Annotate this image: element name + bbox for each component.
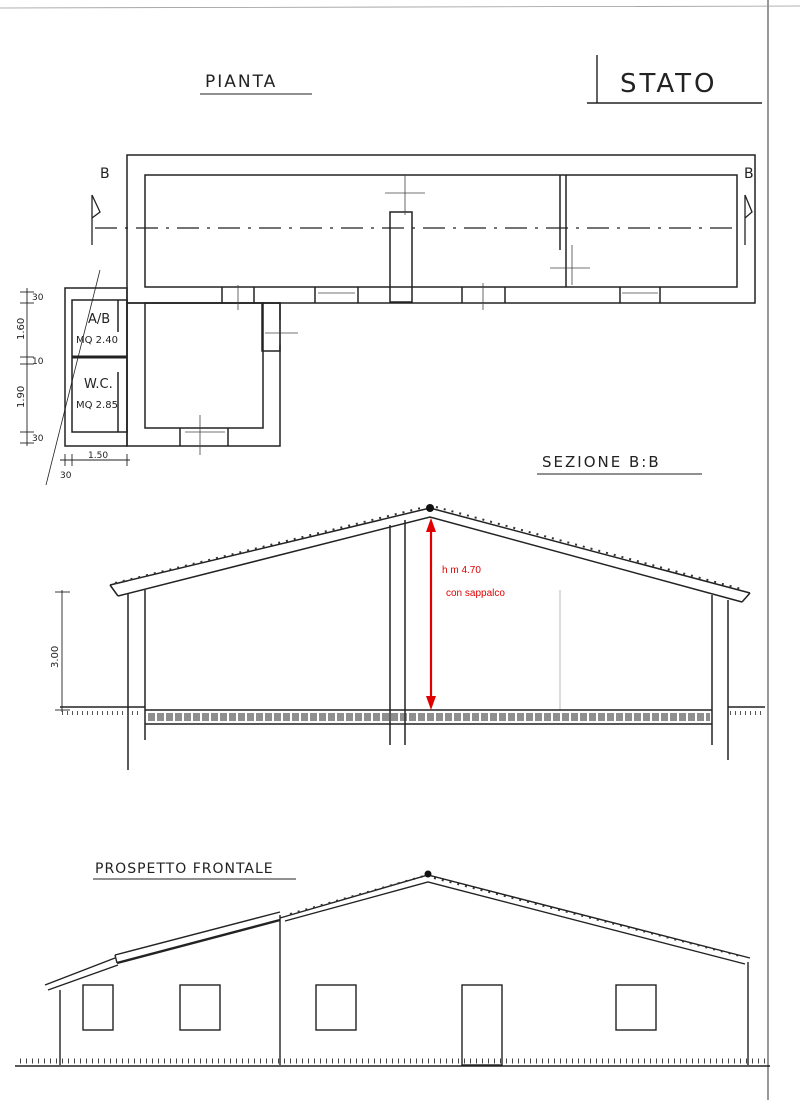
dim-h2: 1.50 xyxy=(88,451,109,461)
height-annotation: h m 4.70 xyxy=(442,565,481,576)
building-section xyxy=(60,508,765,770)
elevation-ridge-tile xyxy=(425,871,432,878)
status-label: STATO xyxy=(620,69,718,99)
dim-v1: 30 xyxy=(32,293,44,303)
roof-tiles-left xyxy=(115,507,425,583)
height-annotation-note: con sappalco xyxy=(446,588,505,599)
elevation-title: PROSPETTO FRONTALE xyxy=(95,861,274,877)
floor-plan xyxy=(65,155,755,446)
roof-tiles-right xyxy=(436,507,745,590)
room-bagno-area: MQ 2.85 xyxy=(76,400,118,411)
window-marks xyxy=(185,175,658,455)
cut-label-left: B xyxy=(100,166,110,182)
dim-v4: 1.90 xyxy=(16,385,27,408)
cut-label-right: B xyxy=(744,166,754,182)
plan-outer-wall xyxy=(127,155,755,303)
dim-v5: 30 xyxy=(32,434,44,444)
dim-v2: 1.60 xyxy=(16,317,27,340)
section-title: SEZIONE B:B xyxy=(542,453,661,471)
cut-marker-left xyxy=(92,195,100,245)
room-antibagno-name: A/B xyxy=(88,312,111,327)
dim-v3: 10 xyxy=(32,357,44,367)
room-bagno-name: W.C. xyxy=(84,377,113,392)
cut-marker-right xyxy=(745,195,752,245)
height-arrow xyxy=(426,518,436,710)
front-elevation xyxy=(45,875,750,1065)
dim-h1: 30 xyxy=(60,471,72,481)
plan-title: PIANTA xyxy=(205,72,278,92)
status-box xyxy=(587,55,762,103)
vertical-dimension-chain xyxy=(20,288,34,446)
plan-inner-wall xyxy=(145,175,737,287)
room-antibagno-area: MQ 2.40 xyxy=(76,335,118,346)
ridge-tile xyxy=(426,504,434,512)
top-edge xyxy=(0,6,800,8)
dim-section-height: 3.00 xyxy=(50,645,61,668)
